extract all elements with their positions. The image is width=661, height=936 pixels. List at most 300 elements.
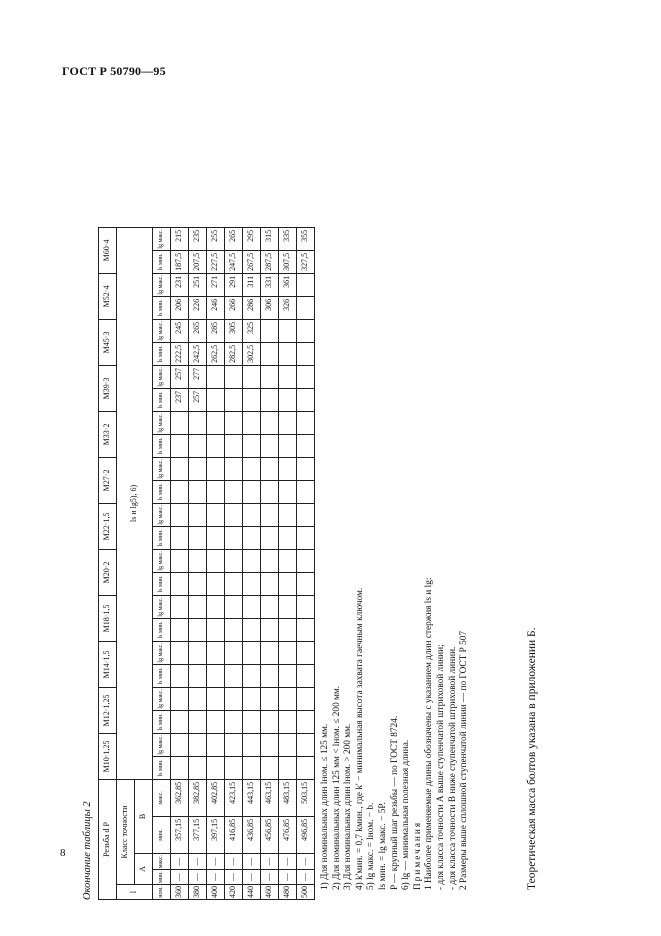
notes-title: Примечания	[412, 820, 423, 890]
thread-size-header: M14·1,5	[99, 641, 117, 687]
thread-size-header: M52·4	[99, 273, 117, 319]
ls-min-header: ls мин.	[153, 250, 171, 273]
thread-size-header: M39·3	[99, 365, 117, 411]
ls-min-header: ls мин.	[153, 756, 171, 779]
cell-lg-max: 255	[207, 227, 225, 250]
cell-empty	[261, 733, 279, 756]
cell-empty	[207, 503, 225, 526]
cell-empty	[189, 549, 207, 572]
cell-nom: 460	[261, 885, 279, 900]
cell-empty	[207, 618, 225, 641]
cell-empty	[243, 664, 261, 687]
cell-ls-min	[243, 388, 261, 411]
thread-header: Резьба d P	[99, 779, 117, 899]
cell-empty	[297, 664, 315, 687]
cell-empty	[243, 595, 261, 618]
cell-nom: 420	[225, 885, 243, 900]
cell-ls-min: 242,5	[189, 342, 207, 365]
cell-empty	[279, 457, 297, 480]
cell-ls-min	[261, 388, 279, 411]
cell-lg-max: 311	[243, 273, 261, 296]
cell-lg-max: 315	[261, 227, 279, 250]
cell-a-min: —	[207, 870, 225, 885]
cell-ls-min: 226	[189, 296, 207, 319]
cell-ls-min	[279, 342, 297, 365]
cell-empty	[189, 572, 207, 595]
cell-empty	[171, 549, 189, 572]
cell-empty	[243, 503, 261, 526]
cell-lg-max: 295	[243, 227, 261, 250]
cell-empty	[225, 641, 243, 664]
cell-empty	[243, 480, 261, 503]
cell-empty	[171, 618, 189, 641]
cell-empty	[297, 526, 315, 549]
cell-lg-max: 245	[171, 319, 189, 342]
cell-empty	[243, 549, 261, 572]
table-row	[171, 227, 189, 899]
cell-empty	[261, 480, 279, 503]
thread-size-header: M60·4	[99, 227, 117, 273]
cell-empty	[189, 434, 207, 457]
cell-empty	[225, 756, 243, 779]
cell-empty	[225, 411, 243, 434]
cell-a-min: —	[243, 870, 261, 885]
cell-ls-min: 237	[171, 388, 189, 411]
cell-empty	[171, 756, 189, 779]
cell-ls-min: 282,5	[225, 342, 243, 365]
cell-empty	[261, 710, 279, 733]
cell-lg-max: 335	[279, 227, 297, 250]
accuracy-header: Класс точности	[117, 779, 135, 884]
cell-empty	[171, 503, 189, 526]
page-header: ГОСТ Р 50790—95	[62, 64, 166, 78]
cell-a-max: —	[171, 853, 189, 869]
cell-empty	[207, 710, 225, 733]
cell-empty	[279, 572, 297, 595]
cell-empty	[297, 641, 315, 664]
cell-b-max: 402,85	[207, 779, 225, 816]
cell-b-min: 377,15	[189, 816, 207, 853]
cell-empty	[171, 434, 189, 457]
cell-ls-min	[297, 342, 315, 365]
footnote-2: 2) Для номинальных длин 125 мм < lном. ≤ 200 мм.	[331, 685, 342, 890]
cell-empty	[243, 572, 261, 595]
cell-a-max: —	[189, 853, 207, 869]
cell-empty	[225, 457, 243, 480]
thread-size-header: M12·1,25	[99, 687, 117, 733]
thread-size-header: M10·1,25	[99, 733, 117, 779]
cell-lg-max	[261, 365, 279, 388]
note-2: 2 Размеры выше сплошной ступенчатой линии — по ГОСТ Р 507	[459, 630, 470, 890]
cell-empty	[297, 733, 315, 756]
cell-a-max: —	[207, 853, 225, 869]
ls-min-header: ls мин.	[153, 434, 171, 457]
cell-empty	[279, 687, 297, 710]
cell-lg-max: 271	[207, 273, 225, 296]
cell-empty	[261, 503, 279, 526]
cell-a-min: —	[297, 870, 315, 885]
cell-empty	[297, 549, 315, 572]
cell-b-max: 382,85	[189, 779, 207, 816]
a-min-header: мин.	[153, 870, 171, 885]
cell-empty	[225, 710, 243, 733]
cell-empty	[261, 434, 279, 457]
cell-ls-min: 287,5	[261, 250, 279, 273]
closing-text: Теоретическая масса болтов указана в приложении Б.	[526, 627, 538, 890]
cell-empty	[279, 595, 297, 618]
cell-empty	[171, 526, 189, 549]
cell-lg-max: 291	[225, 273, 243, 296]
cell-ls-min: 187,5	[171, 250, 189, 273]
cell-empty	[225, 526, 243, 549]
ls-min-header: ls мин.	[153, 388, 171, 411]
cell-empty	[207, 756, 225, 779]
cell-lg-max: 325	[243, 319, 261, 342]
cell-lg-max	[261, 319, 279, 342]
cell-b-min: 357,15	[171, 816, 189, 853]
thread-size-header: M20·2	[99, 549, 117, 595]
cell-ls-min: 266	[225, 296, 243, 319]
lg-max-header: lg макс.	[153, 641, 171, 664]
cell-ls-min: 247,5	[225, 250, 243, 273]
cell-b-min: 436,85	[243, 816, 261, 853]
cell-empty	[189, 457, 207, 480]
table-row	[261, 227, 279, 899]
thread-size-header: M18·1,5	[99, 595, 117, 641]
cell-b-max: 443,15	[243, 779, 261, 816]
cell-ls-min	[279, 388, 297, 411]
lg-max-header: lg макс.	[153, 549, 171, 572]
cell-a-max: —	[279, 853, 297, 869]
cell-b-max: 503,15	[297, 779, 315, 816]
header-row-2	[117, 227, 135, 899]
cell-lg-max: 265	[189, 319, 207, 342]
cell-nom: 400	[207, 885, 225, 900]
table-row	[207, 227, 225, 899]
cell-empty	[297, 710, 315, 733]
cell-empty	[171, 687, 189, 710]
footnote-3: 3) Для номинальных длин lном. > 200 мм.	[343, 723, 354, 890]
cell-lg-max: 215	[171, 227, 189, 250]
cell-empty	[243, 687, 261, 710]
cell-empty	[189, 641, 207, 664]
cell-empty	[207, 549, 225, 572]
cell-ls-min: 222,5	[171, 342, 189, 365]
cell-empty	[171, 641, 189, 664]
class-b-header: В	[135, 779, 153, 853]
cell-empty	[261, 595, 279, 618]
cell-ls-min	[297, 296, 315, 319]
cell-empty	[279, 480, 297, 503]
footnote-1: 1) Для номинальных длин lном. ≤ 125 мм.	[320, 723, 330, 890]
cell-nom: 360	[171, 885, 189, 900]
cell-empty	[243, 411, 261, 434]
table-row	[297, 227, 315, 899]
cell-empty	[279, 503, 297, 526]
cell-empty	[261, 457, 279, 480]
cell-b-max: 423,15	[225, 779, 243, 816]
cell-empty	[261, 641, 279, 664]
cell-empty	[297, 434, 315, 457]
cell-a-max: —	[243, 853, 261, 869]
lg-max-header: lg макс.	[153, 595, 171, 618]
cell-empty	[189, 756, 207, 779]
ls-min-header: ls мин.	[153, 710, 171, 733]
cell-b-max: 362,85	[171, 779, 189, 816]
footnote-5c: P — крупный шаг резьбы — по ГОСТ 8724.	[389, 715, 400, 890]
cell-ls-min: 326	[279, 296, 297, 319]
ls-min-header: ls мин.	[153, 342, 171, 365]
cell-empty	[261, 618, 279, 641]
cell-nom: 440	[243, 885, 261, 900]
header-row-4	[153, 227, 171, 899]
cell-empty	[189, 710, 207, 733]
table-row	[243, 227, 261, 899]
cell-empty	[279, 664, 297, 687]
ls-min-header: ls мин.	[153, 664, 171, 687]
cell-ls-min: 262,5	[207, 342, 225, 365]
cell-empty	[297, 572, 315, 595]
lg-max-header: lg макс.	[153, 411, 171, 434]
cell-empty	[225, 480, 243, 503]
table-continuation-caption: Окончание таблицы 2	[82, 801, 93, 900]
cell-empty	[171, 733, 189, 756]
cell-empty	[189, 618, 207, 641]
cell-empty	[297, 756, 315, 779]
cell-empty	[225, 549, 243, 572]
cell-ls-min: 246	[207, 296, 225, 319]
cell-empty	[279, 756, 297, 779]
footnote-6: 6) lg — минимальная полезная длина.	[401, 739, 412, 890]
cell-empty	[171, 710, 189, 733]
cell-empty	[207, 641, 225, 664]
cell-lg-max: 331	[261, 273, 279, 296]
cell-b-max: 483,15	[279, 779, 297, 816]
table-row	[189, 227, 207, 899]
table-row	[279, 227, 297, 899]
b-min-header: мин.	[153, 816, 171, 853]
cell-empty	[243, 457, 261, 480]
cell-empty	[189, 687, 207, 710]
cell-ls-min: 227,5	[207, 250, 225, 273]
lg-max-header: lg макс.	[153, 457, 171, 480]
cell-b-min: 397,15	[207, 816, 225, 853]
footnote-5b: ls мин. = lg макс. − 5P.	[377, 802, 388, 890]
cell-empty	[225, 664, 243, 687]
cell-empty	[189, 595, 207, 618]
cell-empty	[243, 618, 261, 641]
cell-empty	[207, 411, 225, 434]
cell-lg-max: 257	[171, 365, 189, 388]
thread-size-header: M33·2	[99, 411, 117, 457]
cell-lg-max	[297, 365, 315, 388]
lg-max-header: lg макс.	[153, 273, 171, 296]
cell-empty	[207, 434, 225, 457]
cell-empty	[279, 411, 297, 434]
cell-nom: 500	[297, 885, 315, 900]
note-1: 1 Наиболее применяемые длины обозначены с указанием длин стержня ls и lg:	[424, 577, 435, 890]
cell-empty	[243, 710, 261, 733]
cell-empty	[189, 664, 207, 687]
cell-lg-max	[279, 319, 297, 342]
cell-lg-max	[225, 365, 243, 388]
cell-empty	[261, 572, 279, 595]
cell-lg-max: 285	[207, 319, 225, 342]
cell-b-min: 496,85	[297, 816, 315, 853]
footnote-4: 4) k'мин. = 0,7 kмин., где k' − минимальная высота захвата гаечным ключом.	[354, 587, 365, 890]
note-1a: - для класса точности А выше ступенчатой штриховой линии;	[435, 644, 446, 890]
cell-empty	[243, 733, 261, 756]
lg-max-header: lg макс.	[153, 365, 171, 388]
rotated-table-block	[82, 100, 552, 900]
cell-empty	[297, 687, 315, 710]
cell-lg-max	[207, 365, 225, 388]
cell-empty	[279, 618, 297, 641]
cell-a-min: —	[225, 870, 243, 885]
cell-ls-min: 206	[171, 296, 189, 319]
lg-max-header: lg макс.	[153, 733, 171, 756]
cell-ls-min: 267,5	[243, 250, 261, 273]
cell-empty	[225, 595, 243, 618]
ls-lg-note-header: ls и lg5), 6)	[117, 227, 153, 779]
cell-empty	[243, 526, 261, 549]
cell-empty	[243, 756, 261, 779]
cell-empty	[189, 503, 207, 526]
cell-empty	[207, 733, 225, 756]
cell-empty	[297, 595, 315, 618]
b-max-header: макс.	[153, 779, 171, 816]
cell-empty	[225, 503, 243, 526]
cell-a-min: —	[261, 870, 279, 885]
cell-empty	[207, 687, 225, 710]
lg-max-header: lg макс.	[153, 227, 171, 250]
cell-empty	[189, 480, 207, 503]
note-1b: - для класса точности В ниже ступенчатой штриховой линии.	[447, 646, 458, 890]
cell-ls-min: 307,5	[279, 250, 297, 273]
cell-empty	[297, 618, 315, 641]
cell-ls-min: 286	[243, 296, 261, 319]
cell-empty	[171, 595, 189, 618]
cell-lg-max: 231	[171, 273, 189, 296]
cell-empty	[207, 595, 225, 618]
cell-empty	[297, 503, 315, 526]
thread-size-header: M45·3	[99, 319, 117, 365]
cell-empty	[171, 572, 189, 595]
cell-lg-max	[279, 365, 297, 388]
cell-empty	[189, 411, 207, 434]
cell-lg-max: 355	[297, 227, 315, 250]
cell-ls-min: 327,5	[297, 250, 315, 273]
header-row-1	[99, 227, 117, 899]
cell-empty	[207, 526, 225, 549]
thread-size-header: M27·2	[99, 457, 117, 503]
class-a-header: А	[135, 853, 153, 884]
cell-empty	[207, 457, 225, 480]
cell-empty	[279, 549, 297, 572]
thread-size-header: M22·1,5	[99, 503, 117, 549]
cell-empty	[297, 411, 315, 434]
cell-ls-min	[225, 388, 243, 411]
cell-empty	[171, 664, 189, 687]
nom-header: ном.	[153, 885, 171, 900]
footnote-5: 5) lg макс. = lном. − b.	[366, 802, 377, 890]
cell-lg-max: 251	[189, 273, 207, 296]
cell-empty	[243, 641, 261, 664]
cell-a-min: —	[279, 870, 297, 885]
cell-empty	[279, 526, 297, 549]
cell-empty	[261, 756, 279, 779]
cell-empty	[207, 572, 225, 595]
cell-empty	[243, 434, 261, 457]
ls-min-header: ls мин.	[153, 526, 171, 549]
page-number: 8	[60, 847, 66, 859]
cell-b-max: 463,15	[261, 779, 279, 816]
cell-empty	[189, 733, 207, 756]
cell-empty	[297, 480, 315, 503]
ls-min-header: ls мин.	[153, 480, 171, 503]
cell-empty	[225, 618, 243, 641]
a-max-header: макс.	[153, 853, 171, 869]
cell-empty	[279, 710, 297, 733]
cell-empty	[171, 457, 189, 480]
cell-empty	[207, 480, 225, 503]
cell-empty	[279, 733, 297, 756]
cell-a-min: —	[189, 870, 207, 885]
cell-lg-max: 361	[279, 273, 297, 296]
l-symbol-header: l	[117, 885, 153, 900]
cell-ls-min: 302,5	[243, 342, 261, 365]
cell-empty	[261, 526, 279, 549]
footnotes-block	[320, 130, 471, 890]
cell-empty	[225, 687, 243, 710]
cell-nom: 480	[279, 885, 297, 900]
cell-empty	[207, 664, 225, 687]
cell-a-max: —	[261, 853, 279, 869]
cell-lg-max: 235	[189, 227, 207, 250]
cell-ls-min	[261, 342, 279, 365]
cell-ls-min	[207, 388, 225, 411]
cell-ls-min: 306	[261, 296, 279, 319]
cell-ls-min	[297, 388, 315, 411]
cell-empty	[189, 526, 207, 549]
cell-b-min: 456,85	[261, 816, 279, 853]
lg-max-header: lg макс.	[153, 687, 171, 710]
cell-empty	[261, 687, 279, 710]
ls-min-header: ls мин.	[153, 618, 171, 641]
cell-lg-max	[243, 365, 261, 388]
cell-empty	[171, 480, 189, 503]
cell-lg-max: 265	[225, 227, 243, 250]
cell-lg-max: 305	[225, 319, 243, 342]
cell-nom: 380	[189, 885, 207, 900]
ls-min-header: ls мин.	[153, 572, 171, 595]
cell-a-max: —	[225, 853, 243, 869]
cell-lg-max	[297, 273, 315, 296]
cell-a-max: —	[297, 853, 315, 869]
cell-empty	[279, 434, 297, 457]
cell-empty	[261, 549, 279, 572]
cell-b-min: 476,85	[279, 816, 297, 853]
cell-empty	[279, 641, 297, 664]
cell-ls-min: 257	[189, 388, 207, 411]
cell-empty	[261, 411, 279, 434]
ls-min-header: ls мин.	[153, 296, 171, 319]
cell-empty	[261, 664, 279, 687]
cell-empty	[225, 572, 243, 595]
cell-empty	[171, 411, 189, 434]
lg-max-header: lg макс.	[153, 319, 171, 342]
cell-ls-min: 207,5	[189, 250, 207, 273]
